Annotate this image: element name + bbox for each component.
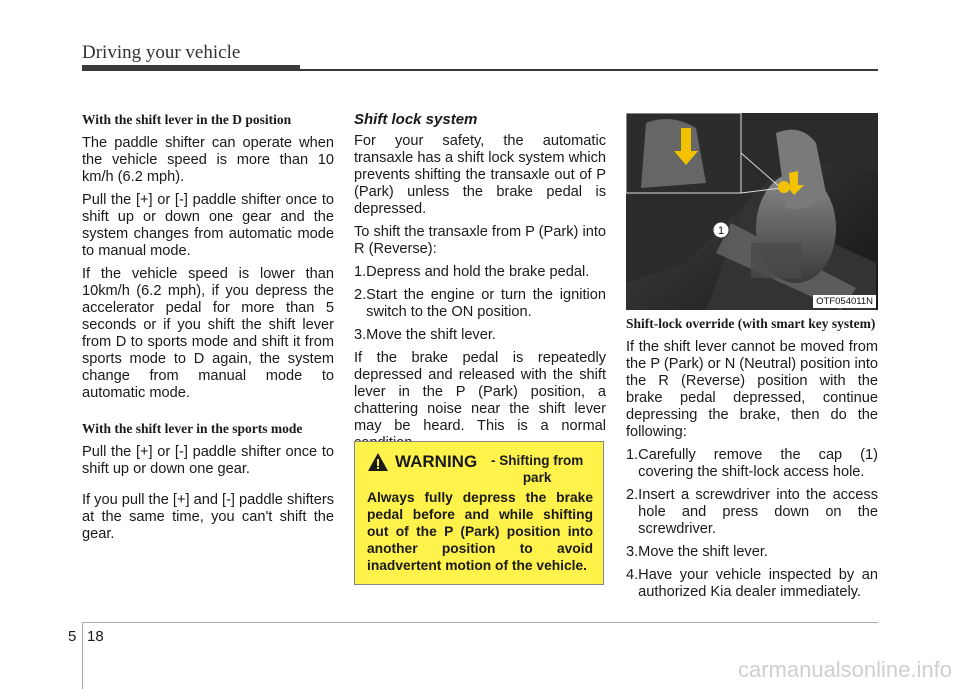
paragraph: Pull the [+] or [-] paddle shifter once to shift up or down one gear and the system changes from automatic mode to manual mode. [82, 192, 334, 259]
watermark-link[interactable]: carmanualsonline.info [737, 657, 952, 682]
paragraph: If the brake pedal is repeatedly depressed and released with the shift lever in the P (Park) position, a chattering noise near the shift lever may be heard. This is a normal [354, 350, 606, 434]
paragraph: If the vehicle speed is lower than 10km/h (6.2 mph), if you depress the accelerator pedal for more than 5 seconds or if you shift the shift lever from D to sports mode and shift it from sports mode to D again, the system change from manual mode to automatic mode. [82, 266, 334, 401]
header-rule-thick [82, 65, 300, 71]
warning-triangle-icon [367, 452, 389, 472]
paragraph: If you pull the [+] and [-] paddle shifters at the same time, you can't shift the gear. [82, 492, 334, 542]
list-item: 3. Move the shift lever. [626, 544, 768, 560]
warning-text: Always fully depress the brake pedal before and while shifting out of the P (Park) position into another position to avoid inadvertent motion of the vehicle. [367, 490, 593, 573]
list-item: 4. Have your vehicle inspected by an authorized Kia dealer immediately. [626, 567, 878, 600]
list-item: 2. Insert a screwdriver into the access hole and press down on the screwdriver. [626, 487, 878, 537]
paragraph: For your safety, the automatic transaxle has a shift lock system which prevents shifting the transaxle out of P (Park) unless the brake pedal is depressed. [354, 133, 606, 217]
figure-code: OTF054011N [813, 295, 876, 308]
warning-subtitle: - Shifting from park [490, 453, 584, 485]
column-right [626, 315, 878, 607]
list-item: 1. Depress and hold the brake pedal. [354, 264, 590, 280]
column-middle [354, 111, 606, 458]
sports-mode-heading: With the shift lever in the sports mode [82, 421, 303, 436]
list-item: 1. Carefully remove the cap (1) covering the shift-lock access hole. [626, 447, 878, 480]
section-number: 5 [68, 628, 77, 645]
d-position-heading: With the shift lever in the D position [82, 112, 292, 127]
shift-lever-illustration [626, 113, 878, 310]
paragraph: If the shift lever cannot be moved from the P (Park) or N (Neutral) position into the R (Reverse) position with the brake pedal depressed, continue depressing the brake, then do the following: [626, 339, 878, 440]
paragraph: The paddle shifter can operate when the vehicle speed is more than 10 km/h (6.2 mph). [82, 135, 334, 185]
paragraph: Pull the [+] or [-] paddle shifter once to shift up or down one gear. [82, 444, 334, 477]
section-title: Shift lock system [354, 111, 478, 128]
warning-label: WARNING [395, 452, 478, 471]
list-item: 3. Move the shift lever. [354, 327, 496, 343]
header-rule-thin [300, 69, 878, 71]
shift-lever-photo [626, 113, 878, 310]
column-left [82, 111, 334, 549]
page-header-title: Driving your vehicle [82, 42, 241, 63]
footer-divider [82, 622, 83, 689]
page-number: 18 [87, 628, 104, 645]
footer-rule [82, 622, 878, 623]
warning-box [354, 441, 604, 585]
paragraph: To shift the transaxle from P (Park) into R (Reverse): [354, 224, 606, 257]
override-heading: Shift-lock override (with smart key system) [626, 316, 876, 331]
list-item: 2. Start the engine or turn the ignition switch to the ON position. [354, 287, 606, 320]
callout-number: 1 [717, 225, 725, 237]
